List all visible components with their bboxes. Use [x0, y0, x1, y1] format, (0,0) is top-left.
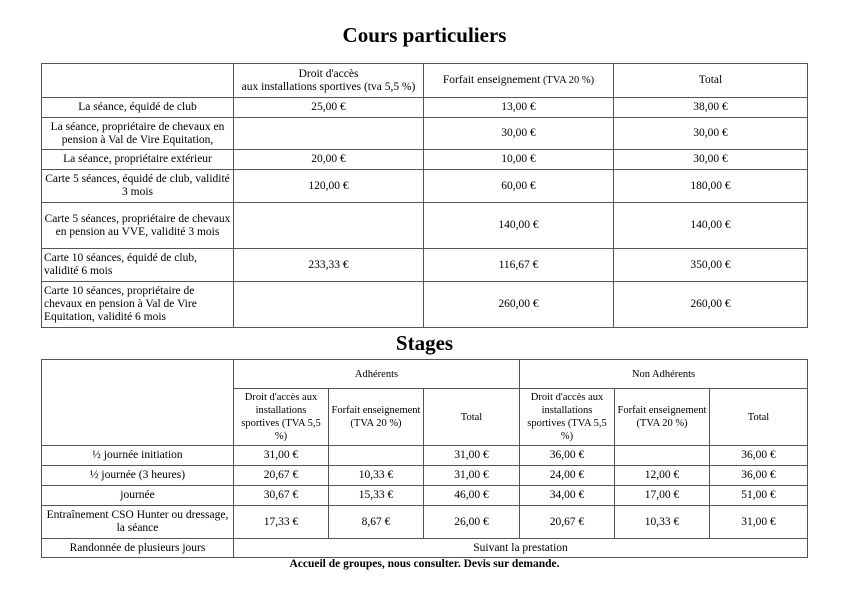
- header-forfait: [424, 64, 614, 98]
- table-row: [42, 446, 808, 466]
- adherent-acces-cell: 31,00 €: [234, 446, 329, 466]
- forfait-cell: 30,00 €: [424, 118, 614, 150]
- non-adherent-forfait-cell: 10,33 €: [615, 506, 710, 539]
- header-forfait-tva: (TVA 20 %): [540, 75, 595, 86]
- cours-particuliers-table: [41, 63, 808, 328]
- table-row: [42, 98, 808, 118]
- header-empty-cell: [42, 360, 234, 446]
- forfait-cell: 260,00 €: [424, 282, 614, 328]
- acces-cell: 120,00 €: [234, 170, 424, 203]
- row-label: La séance, équidé de club: [42, 98, 234, 118]
- adherent-total-cell: 31,00 €: [424, 446, 520, 466]
- table-row: [42, 170, 808, 203]
- row-label: Carte 10 séances, propriétaire de chevaux en pension à Val de Vire Equitation, validité 6 mois: [42, 282, 234, 328]
- row-label: La séance, propriétaire de chevaux en pension à Val de Vire Equitation,: [42, 118, 234, 150]
- non-adherent-forfait-cell: 17,00 €: [615, 486, 710, 506]
- row-label: Carte 10 séances, équidé de club, validité 6 mois: [42, 249, 234, 282]
- non-adherent-forfait-cell: 12,00 €: [615, 466, 710, 486]
- adherent-acces-cell: 30,67 €: [234, 486, 329, 506]
- row-label: Randonnée de plusieurs jours: [42, 539, 234, 558]
- forfait-cell: 13,00 €: [424, 98, 614, 118]
- row-label: ½ journée initiation: [42, 446, 234, 466]
- non-adherent-total-cell: 36,00 €: [710, 446, 808, 466]
- table-row: [42, 249, 808, 282]
- adherent-forfait-cell: 8,67 €: [329, 506, 424, 539]
- total-cell: 30,00 €: [614, 118, 808, 150]
- header-empty-cell: [42, 64, 234, 98]
- table-row: [42, 506, 808, 539]
- non-adherent-acces-cell: 24,00 €: [520, 466, 615, 486]
- sub-header-total: Total: [710, 389, 808, 446]
- acces-cell: 233,33 €: [234, 249, 424, 282]
- total-cell: 140,00 €: [614, 203, 808, 249]
- row-label: journée: [42, 486, 234, 506]
- sub-header-forfait: Forfait enseignement (TVA 20 %): [329, 389, 424, 446]
- table-row: [42, 203, 808, 249]
- acces-cell: [234, 118, 424, 150]
- group-adherents: Adhérents: [234, 360, 520, 389]
- adherent-forfait-cell: 10,33 €: [329, 466, 424, 486]
- row-label: Carte 5 séances, équidé de club, validité 3 mois: [42, 170, 234, 203]
- adherent-acces-cell: 20,67 €: [234, 466, 329, 486]
- acces-cell: 25,00 €: [234, 98, 424, 118]
- adherent-total-cell: 46,00 €: [424, 486, 520, 506]
- non-adherent-acces-cell: 20,67 €: [520, 506, 615, 539]
- total-cell: 30,00 €: [614, 150, 808, 170]
- adherent-acces-cell: 17,33 €: [234, 506, 329, 539]
- table-row: [42, 486, 808, 506]
- non-adherent-total-cell: 36,00 €: [710, 466, 808, 486]
- header-forfait-main: Forfait enseignement: [442, 74, 541, 86]
- header-total: Total: [614, 64, 808, 98]
- adherent-forfait-cell: 15,33 €: [329, 486, 424, 506]
- adherent-total-cell: 31,00 €: [424, 466, 520, 486]
- table-row: [42, 118, 808, 150]
- row-label: ½ journée (3 heures): [42, 466, 234, 486]
- header-droit-acces-line1: Droit d'accès: [298, 67, 359, 80]
- total-cell: 260,00 €: [614, 282, 808, 328]
- row-label: Entraînement CSO Hunter ou dressage, la séance: [42, 506, 234, 539]
- header-droit-acces-line2: aux installations sportives (tva 5,5 %): [241, 80, 416, 93]
- table-row: [42, 282, 808, 328]
- total-cell: 180,00 €: [614, 170, 808, 203]
- table-row: [42, 150, 808, 170]
- total-cell: 38,00 €: [614, 98, 808, 118]
- acces-cell: [234, 282, 424, 328]
- non-adherent-total-cell: 31,00 €: [710, 506, 808, 539]
- group-non-adherents: Non Adhérents: [520, 360, 808, 389]
- sub-header-acces: Droit d'accès aux installations sportives (TVA 5,5 %): [234, 389, 329, 446]
- forfait-cell: 60,00 €: [424, 170, 614, 203]
- adherent-forfait-cell: [329, 446, 424, 466]
- non-adherent-total-cell: 51,00 €: [710, 486, 808, 506]
- forfait-cell: 10,00 €: [424, 150, 614, 170]
- acces-cell: [234, 203, 424, 249]
- group-header-row: [42, 360, 808, 389]
- forfait-cell: 140,00 €: [424, 203, 614, 249]
- non-adherent-forfait-cell: [615, 446, 710, 466]
- non-adherent-acces-cell: 36,00 €: [520, 446, 615, 466]
- row-label: La séance, propriétaire extérieur: [42, 150, 234, 170]
- header-droit-acces: [234, 64, 424, 98]
- non-adherent-acces-cell: 34,00 €: [520, 486, 615, 506]
- adherent-total-cell: 26,00 €: [424, 506, 520, 539]
- sub-header-forfait: Forfait enseignement (TVA 20 %): [615, 389, 710, 446]
- total-cell: 350,00 €: [614, 249, 808, 282]
- footer-note: Accueil de groupes, nous consulter. Devis sur demande.: [289, 558, 560, 570]
- table-row: [42, 466, 808, 486]
- page-title: Cours particuliers: [342, 23, 507, 47]
- acces-cell: 20,00 €: [234, 150, 424, 170]
- table-header-row: [42, 64, 808, 98]
- table-row: [42, 539, 808, 558]
- randonnee-value: Suivant la prestation: [234, 539, 808, 558]
- section-title: Stages: [395, 331, 454, 355]
- stages-table: [41, 359, 808, 558]
- row-label: Carte 5 séances, propriétaire de chevaux en pension au VVE, validité 3 mois: [42, 203, 234, 249]
- sub-header-acces: Droit d'accès aux installations sportives (TVA 5,5 %): [520, 389, 615, 446]
- forfait-cell: 116,67 €: [424, 249, 614, 282]
- sub-header-total: Total: [424, 389, 520, 446]
